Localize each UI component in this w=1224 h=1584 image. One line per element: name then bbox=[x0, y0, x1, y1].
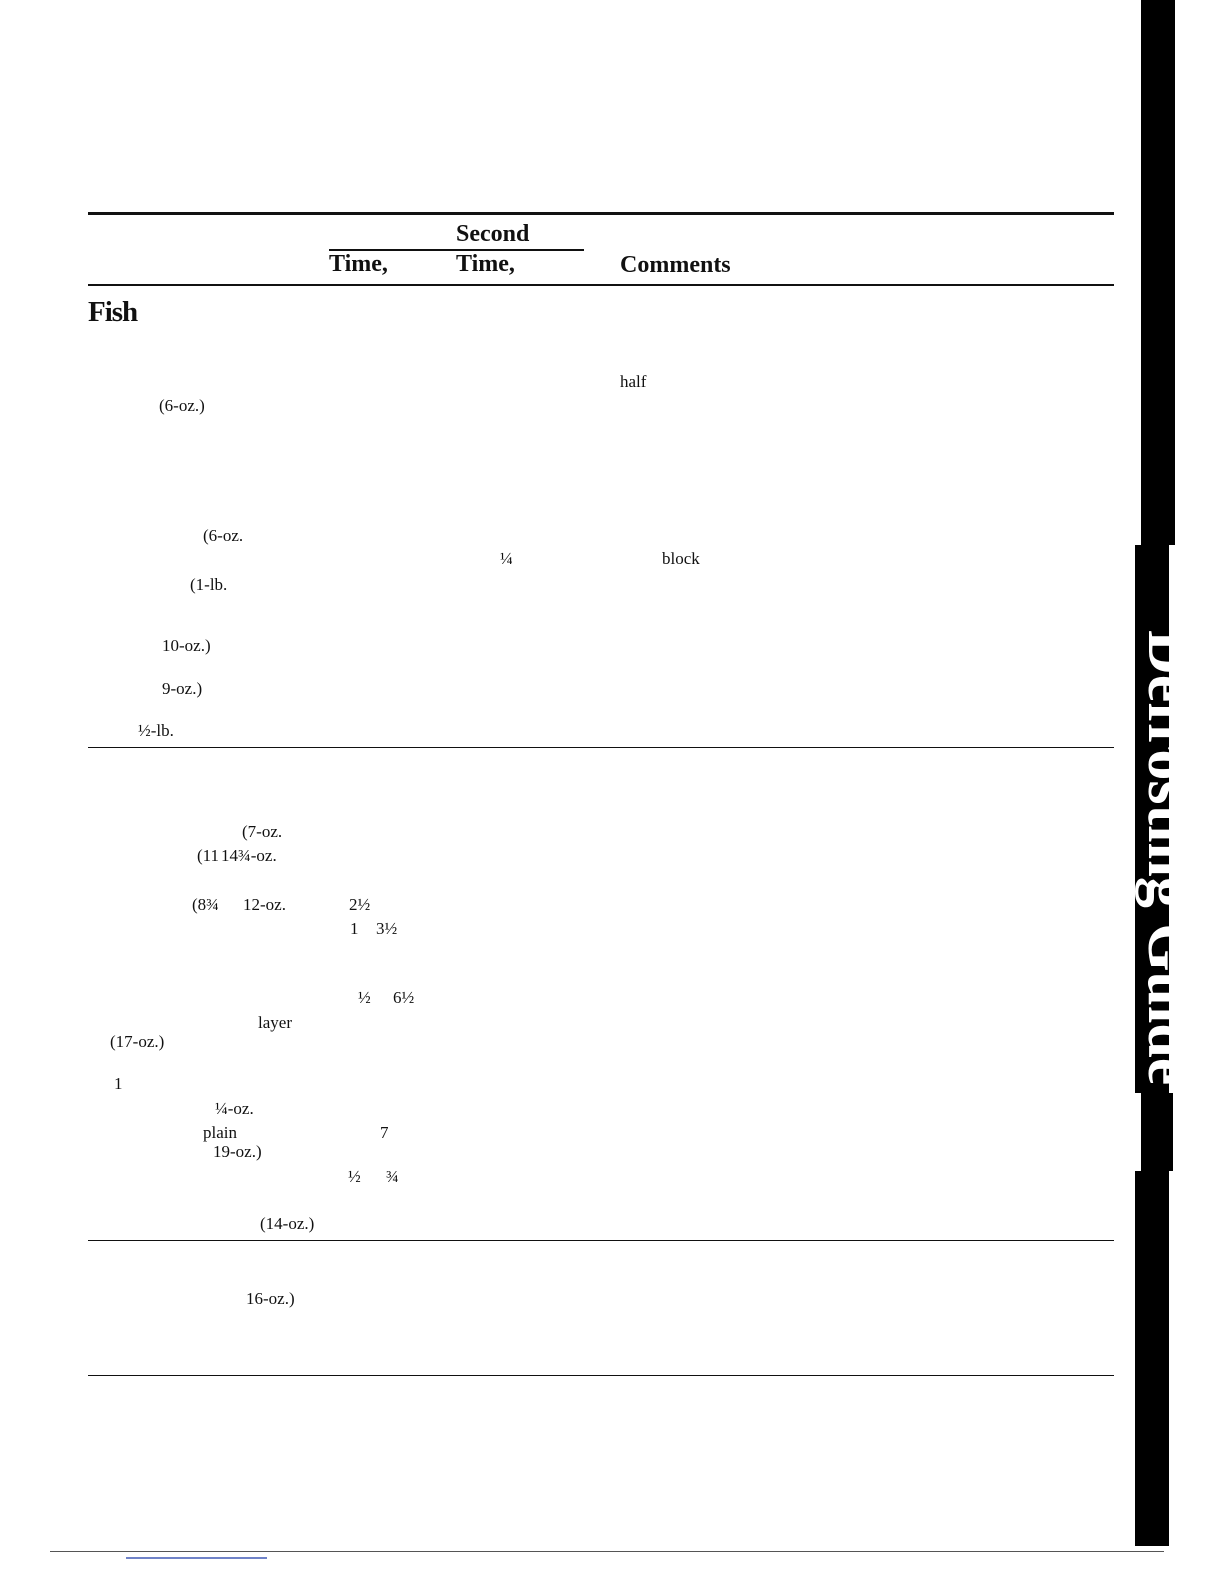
text-fragment: (11 bbox=[197, 846, 220, 865]
text-fragment: (8¾ bbox=[192, 895, 219, 914]
text-fragment: (6-oz.) bbox=[159, 396, 205, 415]
text-fragment: 2½ bbox=[349, 895, 371, 914]
text-fragment: 12-oz. bbox=[243, 895, 286, 914]
text-fragment: ¼-oz. bbox=[215, 1099, 254, 1118]
text-fragment: (6-oz. bbox=[203, 526, 244, 545]
comments-header: Comments bbox=[620, 252, 731, 278]
table-bottom-rule bbox=[88, 1375, 1114, 1376]
second-stage-label: Second bbox=[456, 221, 530, 247]
footer-link-underline bbox=[126, 1557, 267, 1559]
text-fragment: block bbox=[662, 549, 700, 568]
text-fragment: 9-oz.) bbox=[162, 679, 203, 698]
text-fragment: ½ bbox=[358, 988, 371, 1007]
second-time-header: Time, bbox=[456, 251, 515, 277]
text-fragment: 1 bbox=[114, 1074, 123, 1093]
section-divider bbox=[88, 747, 1114, 748]
text-fragment: 10-oz.) bbox=[162, 636, 211, 655]
side-tab-lower-thick bbox=[1141, 1093, 1173, 1171]
text-fragment: layer bbox=[258, 1013, 292, 1032]
text-fragment: (1-lb. bbox=[190, 575, 228, 594]
text-fragment: ¾ bbox=[386, 1167, 399, 1186]
text-fragment: ¼ bbox=[500, 549, 513, 568]
section-heading-fish: Fish bbox=[88, 296, 138, 328]
text-fragment: 19-oz.) bbox=[213, 1142, 262, 1161]
text-fragment: 14¾-oz. bbox=[221, 846, 277, 865]
first-time-header: Time, bbox=[329, 251, 388, 277]
section-divider bbox=[88, 1240, 1114, 1241]
text-fragment: half bbox=[620, 372, 647, 391]
header-top-rule bbox=[88, 212, 1114, 215]
text-fragment: (17-oz.) bbox=[110, 1032, 165, 1051]
text-fragment: ½ bbox=[348, 1167, 361, 1186]
text-fragment: 7 bbox=[380, 1123, 389, 1142]
header-bottom-rule bbox=[88, 284, 1114, 286]
side-tab-label: Defrosting Guide bbox=[1135, 630, 1203, 1086]
text-fragment: 16-oz.) bbox=[246, 1289, 295, 1308]
text-fragment: 6½ bbox=[393, 988, 415, 1007]
text-fragment: (7-oz. bbox=[242, 822, 283, 841]
text-fragment: plain bbox=[203, 1123, 237, 1142]
text-fragment: 3½ bbox=[376, 919, 398, 938]
text-fragment: ½-lb. bbox=[138, 721, 174, 740]
side-tab-bottom bbox=[1135, 1171, 1165, 1546]
side-tab-upper-thick bbox=[1141, 0, 1175, 545]
text-fragment: (14-oz.) bbox=[260, 1214, 315, 1233]
footer-rule bbox=[50, 1551, 1164, 1552]
text-fragment: 1 bbox=[350, 919, 359, 938]
